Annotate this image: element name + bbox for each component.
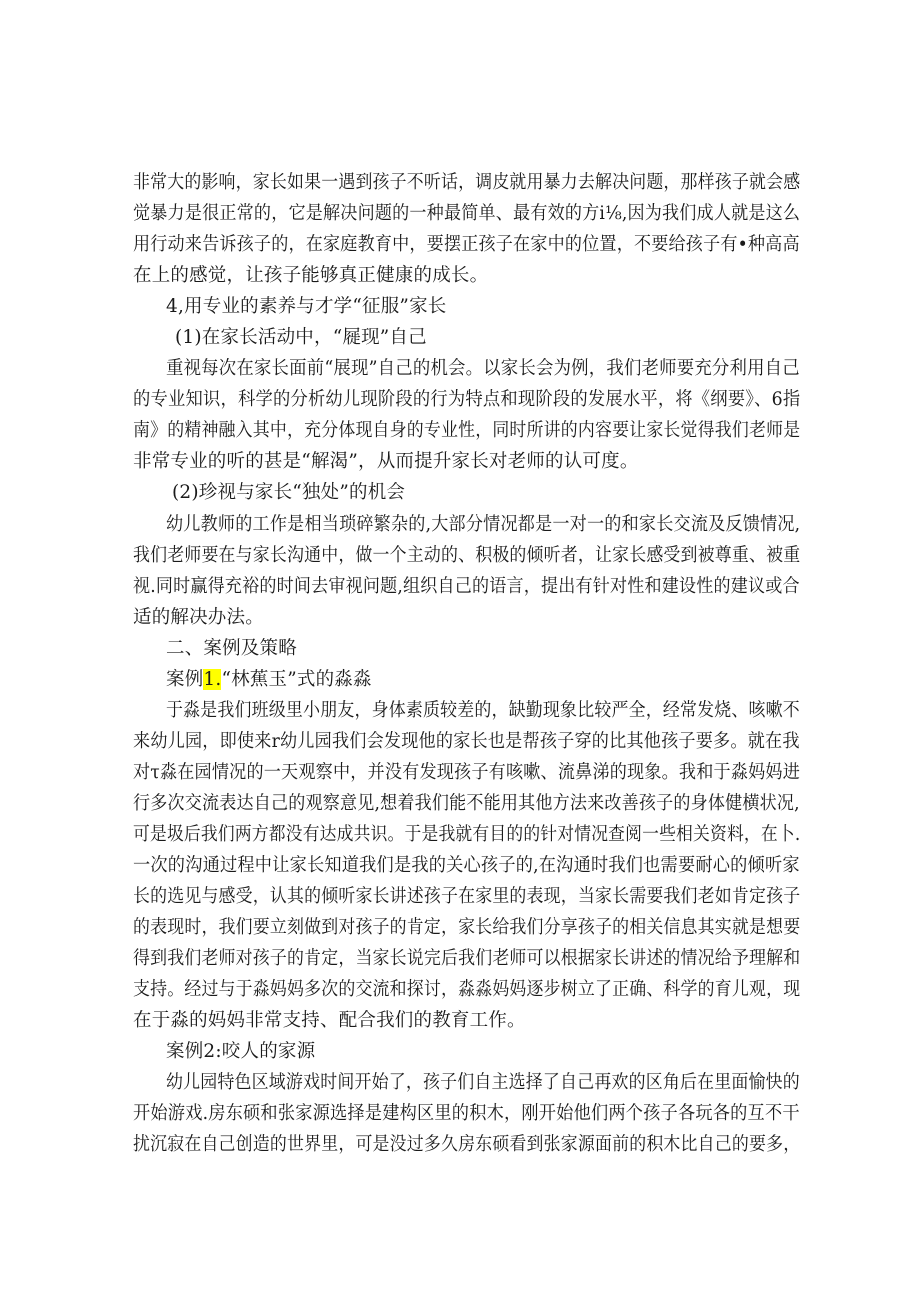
body-text-line: 得到我们老师对孩子的肯定，当家长说完后我们老师可以根据家长讲述的情况给予理解和	[133, 948, 801, 969]
body-text-line: 用行动来告诉孩子的，在家庭教育中，要摆正孩子在家中的位置，不要给孩子有•种高高	[133, 234, 800, 255]
body-text-line: 对τ淼在园情况的一天观察中，并没有发现孩子有咳嗽、流鼻涕的现象。我和于淼妈妈进	[133, 762, 801, 783]
body-text-line: 幼儿教师的工作是相当琐碎繁杂的,大部分情况都是一对一的和家长交流及反馈情况,	[166, 514, 801, 535]
body-text-line: 支持。经过与于淼妈妈多次的交流和探讨，淼淼妈妈逐步树立了正确、科学的育儿观，现	[133, 979, 801, 1000]
body-text-line: 在上的感觉，让孩子能够真正健康的成长。	[133, 265, 489, 286]
body-text-line: 的专业知识，科学的分析幼儿现阶段的行为特点和现阶段的发展水平，将《纲要》、6指	[133, 389, 801, 410]
body-text-line: 开始游戏.房东硕和张家源选择是建构区里的积木，刚开始他们两个孩子各玩各的互不干	[133, 1103, 800, 1124]
body-text-line: 非常大的影响，家长如果一遇到孩子不听话，调皮就用暴力去解决问题，那样孩子就会感	[133, 172, 801, 193]
case-label: 案例	[166, 669, 204, 690]
subsection-heading: (2)珍视与家长“独处”的机会	[172, 482, 406, 503]
body-text-line: 的表现时，我们要立刻做到对孩子的肯定，家长给我们分享孩子的相关信息其实就是想要	[133, 917, 801, 938]
body-text-line: 行多次交流表达自己的观察意见,想着我们能不能用其他方法来改善孩子的身体健横状况,	[133, 793, 800, 814]
body-text-line: 一次的沟通过程中让家长知道我们是我的关心孩子的,在沟通时我们也需要耐心的倾听家	[133, 855, 800, 876]
body-text-line: 视.同时赢得充裕的时间去审视问题,组织自己的语言，提出有针对性和建设性的建议或合	[133, 576, 800, 597]
case-heading	[166, 668, 372, 692]
body-text-line: 来幼儿园，即使来r幼儿园我们会发现他的家长也是帮孩子穿的比其他孩子要多。就在我	[133, 731, 800, 752]
case-heading: 案例2:咬人的家源	[166, 1041, 316, 1062]
body-text-line: 觉暴力是很正常的，它是解决问题的一种最简单、最有效的方i⅛,因为我们成人就是这么	[133, 203, 801, 224]
body-text-line: 长的选见与感受，认其的倾听家长讲述孩子在家里的表现，当家长需要我们老如肯定孩子	[133, 886, 801, 907]
body-text-line: 幼儿园特色区域游戏时间开始了，孩子们自主选择了自己再欢的区角后在里面愉快的	[166, 1072, 800, 1093]
body-text-line: 在于淼的妈妈非常支持、配合我们的教育工作。	[133, 1010, 526, 1031]
section-heading: 二、案例及策略	[166, 638, 297, 659]
body-text-line: 我们老师要在与家长沟通中，做一个主动的、积极的倾听者，让家长感受到被尊重、被重	[133, 545, 801, 566]
subsection-heading: (1)在家长活动中，“屣现”自己	[175, 327, 427, 348]
case-number-highlight: 1.	[203, 669, 222, 690]
section-heading: 4,用专业的素养与才学“征服”家长	[166, 296, 447, 317]
body-text-line: 扰沉寂在自己创造的世界里，可是没过多久房东硕看到张家源面前的积木比自己的要多，	[133, 1134, 801, 1155]
body-text-line: 适的解决办法。	[133, 607, 264, 628]
case-title: “林蕉玉”式的淼淼	[221, 669, 372, 690]
body-text-line: 南》的精神融入其中，充分体现自身的专业性，同时所讲的内容要让家长觉得我们老师是	[133, 420, 801, 441]
body-text-line: 重视每次在家长面前“展现”自己的机会。以家长会为例，我们老师要充分利用自己	[166, 358, 800, 379]
body-text-line: 于淼是我们班级里小朋友，身体素质较差的，缺勤现象比较严全，经常发烧、咳嗽不	[166, 700, 800, 721]
body-text-line: 非常专业的听的甚是“解渴”，从而提升家长对老师的认可度。	[133, 451, 639, 472]
body-text-line: 可是圾后我们两方都没有达成共识。于是我就有目的的针对情况查阅一些相关资料，在卜.	[133, 824, 801, 845]
